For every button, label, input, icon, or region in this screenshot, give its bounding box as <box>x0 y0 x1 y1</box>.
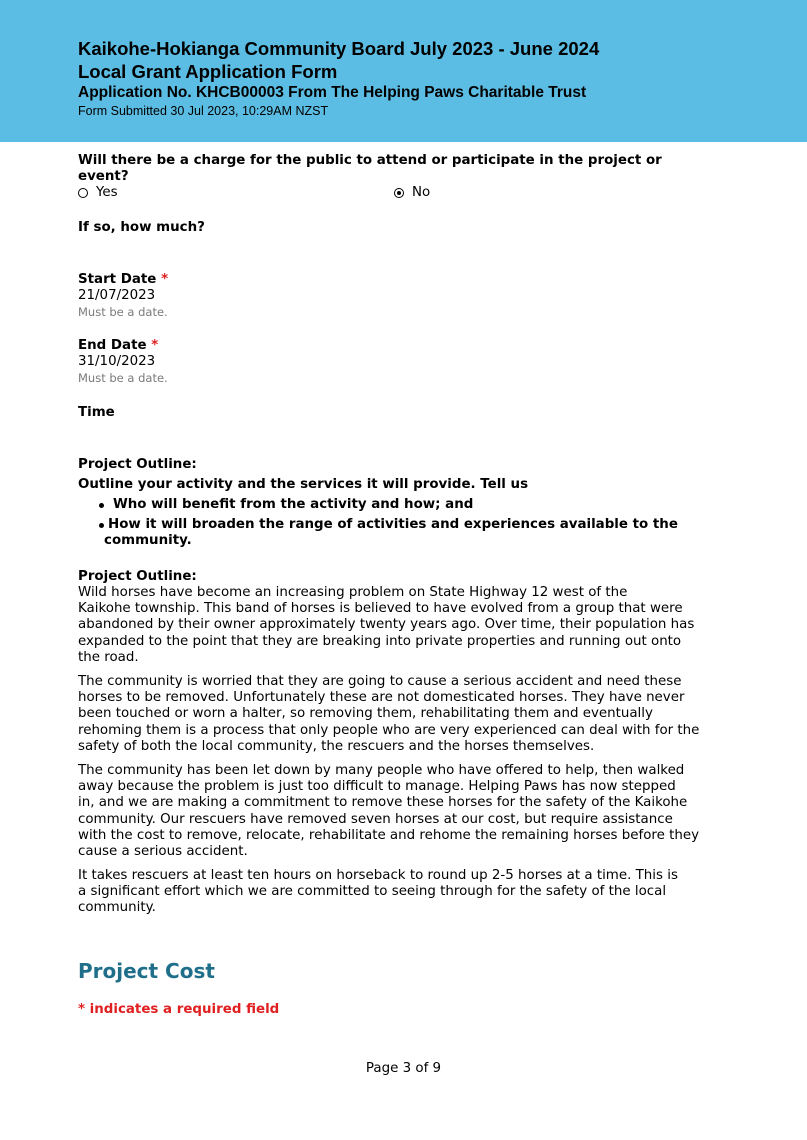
paragraph-line: community. <box>78 900 156 916</box>
how-much-label: If so, how much? <box>78 220 205 235</box>
paragraph-line: It takes rescuers at least ten hours on horseback to round up 2-5 horses at a time. This is <box>78 868 678 883</box>
end-date-label <box>78 338 158 354</box>
paragraph-line: horses to be removed. Unfortunately these are not domesticated horses. They have never <box>78 690 685 706</box>
bullet-icon <box>99 503 104 508</box>
radio-option-no[interactable] <box>394 185 430 200</box>
paragraph-line: The community has been let down by many people who have offered to help, then walked <box>78 763 685 778</box>
paragraph-line: rehoming them is a process that only people who are very experienced can deal with for the <box>78 722 700 738</box>
outline-bullet-1: Who will benefit from the activity and how; and <box>113 497 474 512</box>
paragraph-line: safety of both the local community, the rescuers and the horses themselves. <box>78 738 595 754</box>
outline-prompt-intro: Outline your activity and the services it will provide. Tell us <box>78 477 529 492</box>
paragraph-line: with the cost to remove, relocate, rehabilitate and rehome the remaining horses before they <box>78 827 700 843</box>
paragraph-line: community. Our rescuers have removed seven horses at our cost, but require assistance <box>78 811 673 827</box>
required-mark: * <box>151 338 159 353</box>
end-date-value: 31/10/2023 <box>78 354 156 369</box>
required-field-note: * indicates a required field <box>78 1002 280 1017</box>
start-date-value: 21/07/2023 <box>78 288 156 303</box>
radio-selected-icon <box>394 188 404 198</box>
time-label: Time <box>78 405 115 420</box>
radio-option-yes[interactable] <box>78 185 118 200</box>
outline-answer-label: Project Outline: <box>78 569 197 584</box>
radio-label-no: No <box>412 185 431 200</box>
outline-bullet-2-line1: How it will broaden the range of activities and experiences available to the <box>108 517 678 532</box>
outline-paragraph-2 <box>78 674 718 755</box>
paragraph-line: cause a serious accident. <box>78 844 248 860</box>
start-date-hint: Must be a date. <box>78 305 168 319</box>
outline-paragraph-1 <box>78 585 718 666</box>
outline-paragraph-4 <box>78 868 718 917</box>
outline-prompt-heading: Project Outline: <box>78 457 197 472</box>
header-title-line1: Kaikohe-Hokianga Community Board July 2023 - June 2024 <box>78 38 600 59</box>
application-number: Application No. KHCB00003 From The Helping Paws Charitable Trust <box>78 84 587 101</box>
end-date-label-text: End Date <box>78 338 147 353</box>
section-title-project-cost: Project Cost <box>78 959 215 983</box>
bullet-icon <box>99 523 104 528</box>
paragraph-line: in, and we are making a commitment to remove these horses for the safety of the Kaikohe <box>78 795 688 811</box>
radio-label-yes: Yes <box>96 185 118 200</box>
paragraph-line: a significant effort which we are committed to seeing through for the safety of the local <box>78 884 667 900</box>
paragraph-line: Wild horses have become an increasing problem on State Highway 12 west of the <box>78 585 628 600</box>
start-date-label <box>78 272 168 288</box>
paragraph-line: the road. <box>78 649 139 665</box>
paragraph-line: away because the problem is just too difficult to manage. Helping Paws has now stepped <box>78 779 676 795</box>
paragraph-line: The community is worried that they are going to cause a serious accident and need these <box>78 674 682 689</box>
paragraph-line: been touched or worn a halter, so removing them, rehabilitating them and eventually <box>78 706 653 722</box>
required-mark: * <box>161 272 169 287</box>
radio-unselected-icon <box>78 188 88 198</box>
paragraph-line: Kaikohe township. This band of horses is believed to have evolved from a group that were <box>78 601 683 617</box>
start-date-label-text: Start Date <box>78 272 157 287</box>
charge-question-line1: Will there be a charge for the public to attend or participate in the project or <box>78 153 662 168</box>
submission-date: Form Submitted 30 Jul 2023, 10:29AM NZST <box>78 104 329 118</box>
end-date-hint: Must be a date. <box>78 371 168 385</box>
paragraph-line: abandoned by their owner approximately twenty years ago. Over time, their population has <box>78 617 695 633</box>
page-number: Page 3 of 9 <box>365 1061 442 1076</box>
form-header <box>0 0 807 142</box>
header-title-line2: Local Grant Application Form <box>78 61 338 82</box>
outline-paragraph-3 <box>78 763 718 860</box>
paragraph-line: expanded to the point that they are breaking into private properties and running out onto <box>78 633 682 649</box>
outline-bullet-2-line2: community. <box>104 533 192 548</box>
charge-question-line2: event? <box>78 169 129 184</box>
